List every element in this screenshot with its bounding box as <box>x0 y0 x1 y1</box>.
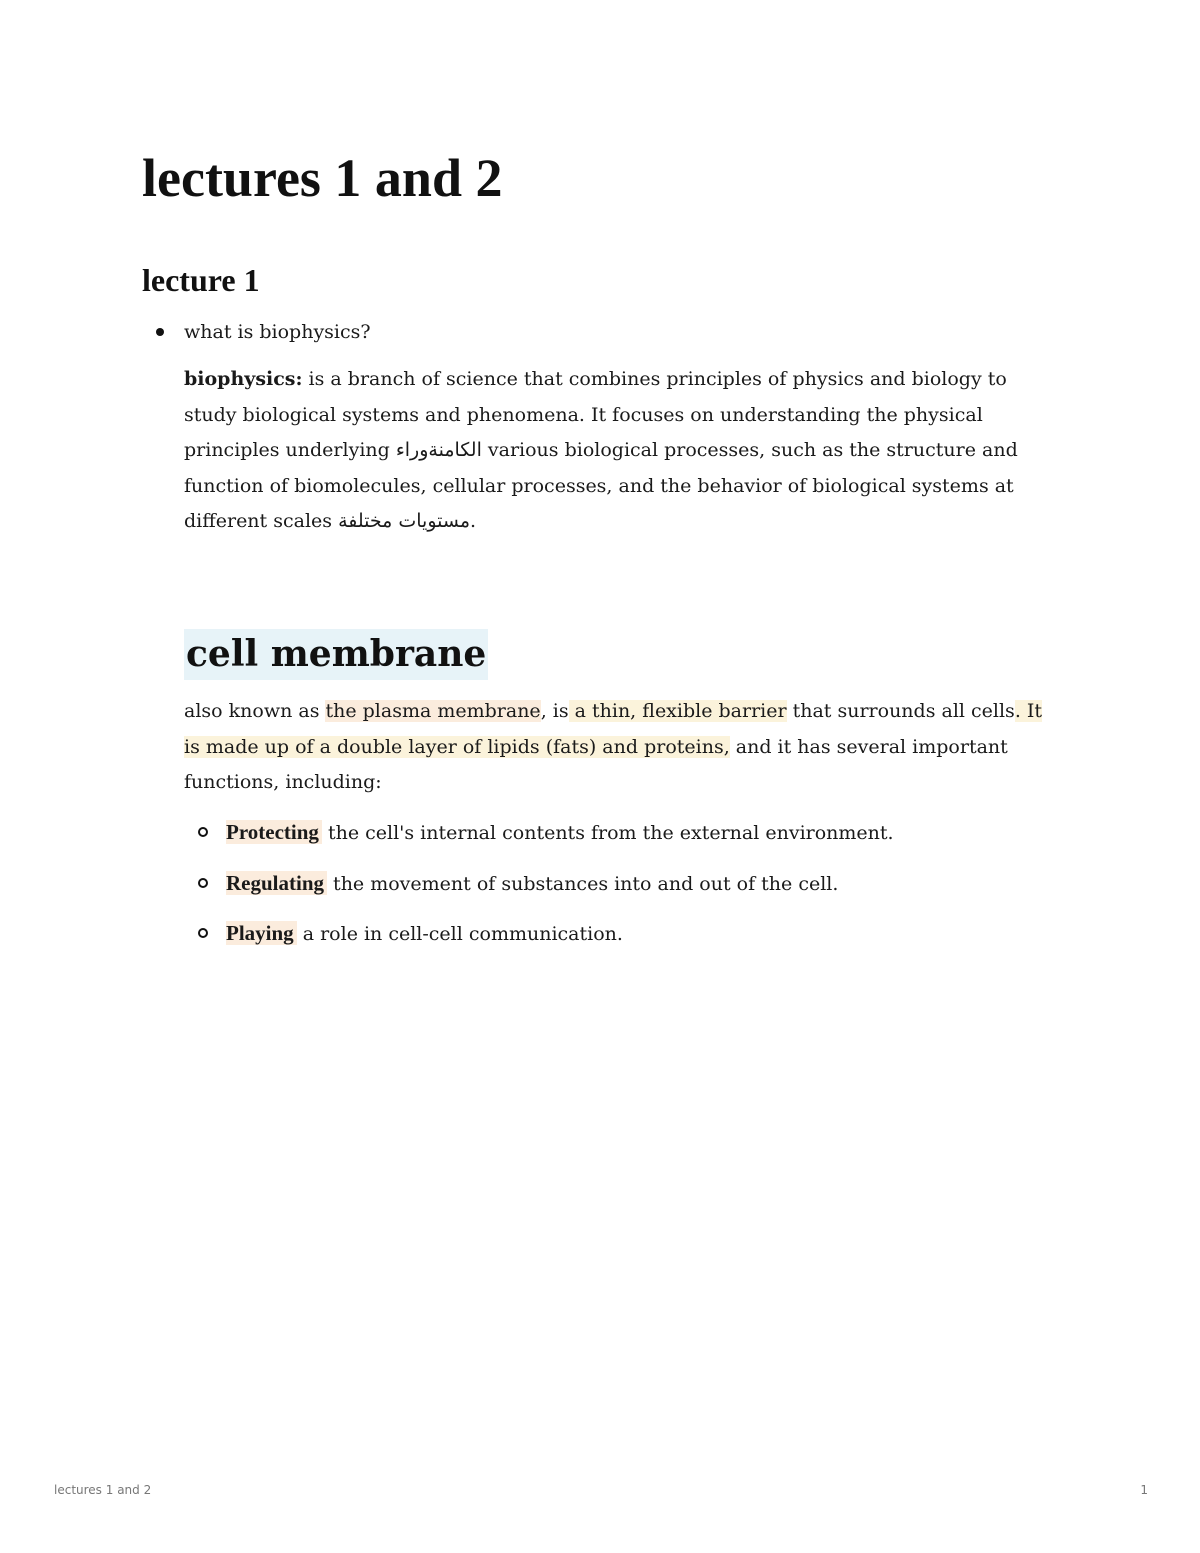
page-title: lectures 1 and 2 <box>142 148 503 208</box>
function-text: the movement of substances into and out of the cell. <box>327 872 839 895</box>
definition-text-1: is a branch of science that combines principles of physics and biology to study biological systems and phenomena. It focuses on understanding the physical principles underlying <box>184 368 1007 461</box>
arabic-translation-2: مستويات مختلفة <box>338 510 471 532</box>
function-key: Playing <box>226 921 297 945</box>
highlight-plasma-membrane: the plasma membrane <box>325 700 541 722</box>
definition-text-end: . <box>470 510 477 532</box>
function-key: Regulating <box>226 871 327 895</box>
function-key: Protecting <box>226 820 322 844</box>
circle-bullet-icon <box>198 827 208 837</box>
bullet-question: what is biophysics? <box>184 321 371 343</box>
highlight-thin-barrier: a thin, flexible barrier <box>568 700 787 722</box>
function-text: a role in cell-cell communication. <box>296 923 623 945</box>
bullet-dot-icon <box>156 328 164 336</box>
circle-bullet-icon <box>198 878 208 888</box>
list-item <box>142 314 1062 350</box>
definition-term: biophysics: <box>184 368 303 390</box>
arabic-translation-1: الكامنةوراء <box>395 439 482 461</box>
bullet-list <box>142 314 1062 350</box>
membrane-text-2: , is <box>540 700 569 722</box>
membrane-text-4: and it has several important functions, including: <box>184 735 1008 793</box>
circle-bullet-icon <box>198 928 208 938</box>
functions-list <box>184 814 1084 966</box>
subsection-heading: cell membrane <box>184 629 488 680</box>
membrane-text-3: that surrounds all cells <box>786 700 1015 722</box>
section-heading: lecture 1 <box>142 262 260 298</box>
membrane-paragraph <box>184 694 1054 801</box>
definition-text-2: various biological processes, such as the structure and function of biomolecules, cellular processes, and the behavior of biological systems at different scales <box>184 439 1018 532</box>
function-text: the cell's internal contents from the external environment. <box>321 822 894 844</box>
list-item <box>184 915 1084 952</box>
list-item <box>184 865 1084 902</box>
definition-paragraph <box>184 362 1064 540</box>
footer-page-number: 1 <box>1140 1483 1148 1497</box>
list-item <box>184 814 1084 851</box>
highlight-double-layer: . It is made up of a double layer of lipids (fats) and proteins, <box>184 700 1043 758</box>
footer-doc-name: lectures 1 and 2 <box>54 1483 152 1497</box>
membrane-text-1: also known as <box>184 700 326 722</box>
